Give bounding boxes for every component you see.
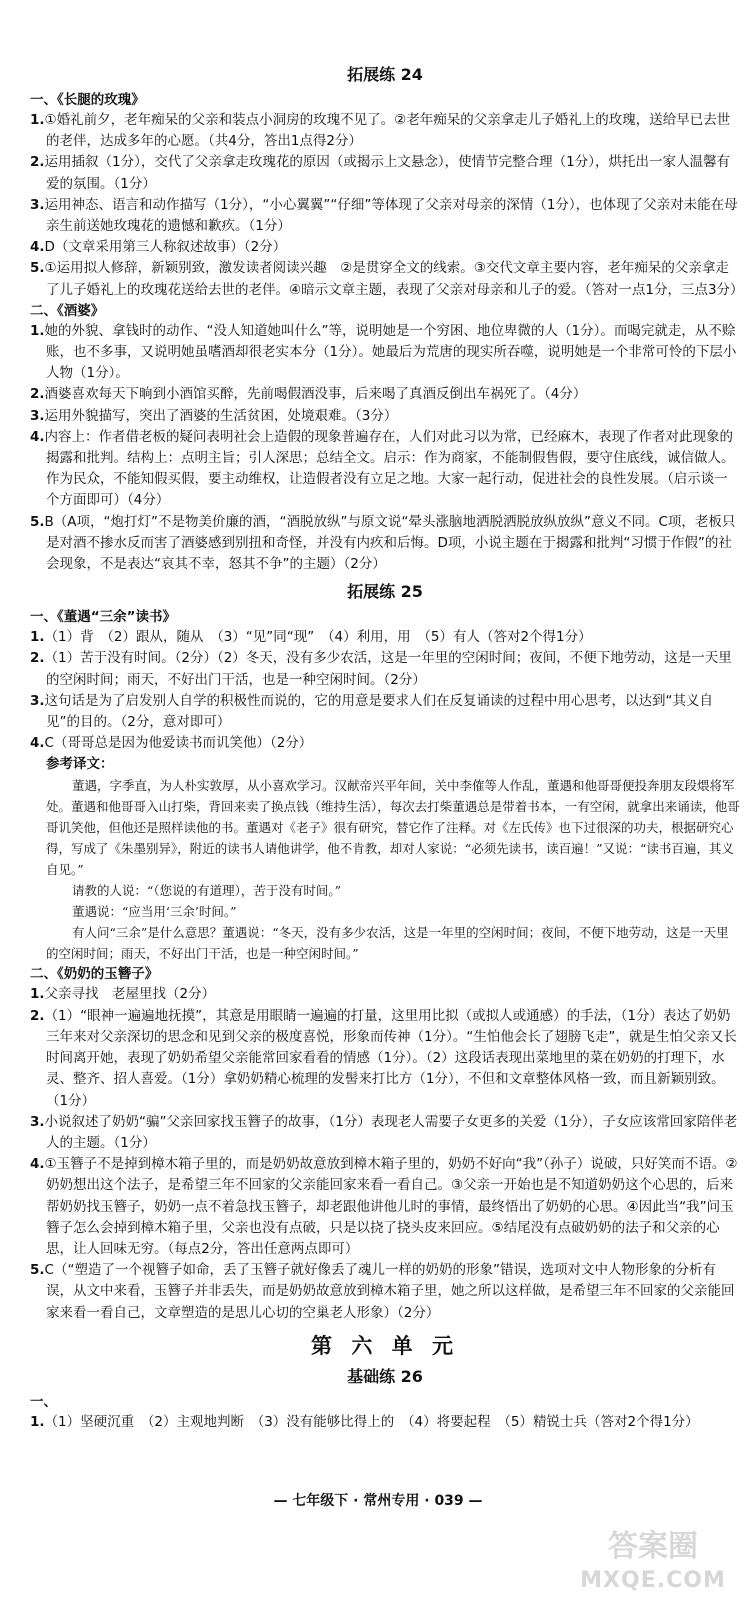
answer-item: 3.运用神态、语言和动作描写（1分），“小心翼翼”“仔细”等体现了父亲对母亲的深情（1分），也体现了父亲对未能在母亲生前送她玫瑰花的遗憾和歉疚。（1分） bbox=[30, 196, 738, 235]
ex24-section-1-heading: 一、《长腿的玫瑰》 bbox=[30, 92, 145, 108]
ex24-section-1-list bbox=[30, 110, 744, 301]
translation-paragraph: 请教的人说：“（您说的有道理），苦于没有时间。” bbox=[72, 883, 342, 899]
ex24-section-2-heading: 二、《酒婆》 bbox=[30, 302, 105, 319]
page-footer: — 七年级下 · 常州专用 · 039 — bbox=[273, 1493, 483, 1509]
answer-item: 2.（1）苦于没有时间。（2分）（2）冬天，没有多少农活，这是一年里的空闲时间；夜间，不便下地劳动，这是一天里的空闲时间；雨天，不好出门干活，也是一种空闲时间。（2分） bbox=[30, 650, 732, 688]
watermark-logo bbox=[558, 1530, 748, 1600]
answer-item: 2.运用插叙（1分），交代了父亲拿走玫瑰花的原因（或揭示上文悬念），使情节完整合理（1分），烘托出一家人温馨有爱的氛围。（1分） bbox=[30, 154, 730, 192]
ex25-section-2-heading: 二、《奶奶的玉簪子》 bbox=[30, 966, 159, 983]
answer-item: 3.小说叙述了奶奶“骗”父亲回家找玉簪子的故事，（1分）表现老人需要子女更多的关爱（1分），子女应该常回家陪伴老人的主题。（1分） bbox=[30, 1113, 738, 1151]
answer-item: 3.这句话是为了启发别人自学的积极性而说的，它的用意是要求人们在反复诵读的过程中用心思考，以达到“其义自见”的目的。（2分，意对即可） bbox=[30, 692, 714, 731]
answer-item: 1.父亲寻找 老屋里找（2分） bbox=[30, 986, 216, 1003]
translation-paragraph: 董遇说：“应当用‘三余’时间。” bbox=[72, 904, 237, 920]
exercise-26-title: 基础练 26 bbox=[347, 1366, 423, 1386]
answer-item: 4.C（哥哥总是因为他爱读书而讥笑他）（2分） bbox=[30, 735, 313, 752]
ex25-section-1-heading: 一、《董遇“三余”读书》 bbox=[30, 609, 176, 626]
answer-item: 5.B（A项，“炮打灯”不是物美价廉的酒，“酒脱放纵”与原文说“晕头涨脑地洒脱洒脱放纵放纵”意义不同。C项，老板只是对酒不掺水反而害了酒婆感到别扭和奇怪，并没有内疚和后悔。D项，小说主题在于揭露和批判“习惯于作假”的社会现象，不是表达“哀其不幸，怒其不争”的主题）（2分） bbox=[30, 513, 736, 573]
answer-item: 1.她的外貌、拿钱时的动作、“没人知道她叫什么”等，说明她是一个穷困、地位卑微的人（1分）。而喝完就走，从不赊账，也不多事，又说明她虽嗜酒却很老实本分（1分）。她最后为荒唐的现实所吞噬，说明她是一个非常可怜的下层小人物（1分）。 bbox=[30, 322, 737, 382]
ex24-section-2-list bbox=[30, 321, 740, 575]
answer-item: 4.D（文章采用第三人称叙述故事）（2分） bbox=[30, 239, 287, 256]
answer-item: 5.①运用拟人修辞，新颖别致，激发读者阅读兴趣 ②是贯穿全文的线索。③交代文章主要内容，老年痴呆的父亲拿走了儿子婚礼上的玫瑰花送给去世的老伴。④暗示文章主题，表现了父亲对母亲和儿子的爱。（答对一点1分，三点3分） bbox=[30, 260, 744, 298]
answer-page bbox=[30, 58, 744, 1433]
answer-item: 2.酒婆喜欢每天下晌到小酒馆买醉，先前喝假酒没事，后来喝了真酒反倒出车祸死了。（4分） bbox=[30, 386, 587, 403]
translation-paragraph: 有人问“三余”是什么意思？董遇说：“冬天，没有多少农活，这是一年里的空闲时间；夜间，不便下地劳动，这是一天里的空闲时间；雨天，不好出门干活，也是一种空闲时间。” bbox=[46, 925, 729, 962]
answer-item: 4.内容上：作者借老板的疑问表明社会上造假的现象普遍存在，人们对此习以为常，已经麻木，表现了作者对此现象的揭露和批判。结构上：点明主旨；引人深思；总结全文。启示：作为商家，不能制假售假，要守住底线，诚信做人。作为民众，不能知假买假，要主动维权，让造假者没有立足之地。大家一起行动，促进社会的良性发展。（启示谈一个方面即可）（4分） bbox=[30, 428, 735, 509]
exercise-24-title: 拓展练 24 bbox=[347, 65, 423, 84]
answer-item: 3.运用外貌描写，突出了酒婆的生活贫困，处境艰难。（3分） bbox=[30, 407, 398, 424]
reference-translation-heading: 参考译文： bbox=[46, 756, 114, 773]
answer-item: 1.①婚礼前夕，老年痴呆的父亲和装点小洞房的玫瑰不见了。②老年痴呆的父亲拿走儿子婚礼上的玫瑰，送给早已去世的老伴，达成多年的心愿。（共4分，答出1点得2分） bbox=[30, 112, 731, 150]
answer-item: 2.（1）“眼神一遍遍地抚摸”，其意是用眼睛一遍遍的打量，这里用比拟（或拟人或通感）的手法，（1分）表达了奶奶三年来对父亲深切的思念和见到父亲的极度喜悦，形象而传神（1分）。“生怕他会长了翅膀飞走”，就是生怕父亲又长时间离开她，表现了奶奶希望父亲能常回家看看的情感（1分）。（2）这段话表现出菜地里的菜在奶奶的打理下，水灵、整齐、招人喜爱。（1分）拿奶奶精心梳理的发髻来打比方（1分），不但和文章整体风格一致，而且新颖别致。（1分） bbox=[30, 1007, 737, 1109]
exercise-25-title: 拓展练 25 bbox=[347, 582, 423, 602]
ex25-section-1-list bbox=[30, 627, 740, 754]
answer-item: 4.①玉簪子不是掉到樟木箱子里的，而是奶奶故意放到樟木箱子里的，奶奶不好向“我”（孙子）说破，只好笑而不语。②奶奶想出这个法子，是希望三年不回家的父亲能回家来看一看自己。③父亲一开始也是不知道奶奶这个心思的，后来帮奶奶找玉簪子，奶奶一点不着急找玉簪子，却老跟他讲他儿时的事情，最终悟出了奶奶的心思。④因此当“我”问玉簪子怎么会掉到樟木箱子里，父亲也没有点破，只是以挠了挠头皮来回应。⑤结尾没有点破奶奶的法子和父亲的心思，让人回味无穷。（每点2分，答出任意两点即可） bbox=[30, 1156, 738, 1257]
ex26-section-1-heading: 一、 bbox=[30, 1393, 57, 1410]
watermark-url: MXQE.COM bbox=[580, 1568, 726, 1593]
watermark-text: 答案圈 bbox=[608, 1529, 698, 1564]
answer-item: 1.（1）坚硬沉重 （2）主观地判断 （3）没有能够比得上的 （4）将要起程 （5）精锐士兵（答对2个得1分） bbox=[30, 1413, 699, 1430]
translation-paragraph: 董遇，字季直，为人朴实敦厚，从小喜欢学习。汉献帝兴平年间，关中李傕等人作乱，董遇和他哥哥便投奔朋友段煨将军处。董遇和他哥哥入山打柴，背回来卖了换点钱（维持生活），每次去打柴董遇总是带着书本，一有空闲，就拿出来诵读，他哥哥讥笑他，但他还是照样读他的书。董遇对《老子》很有研究，替它作了注释。对《左氏传》也下过很深的功夫，根据研究心得，写成了《朱墨别异》，附近的读书人请他讲学，他不肯教，却对人家说：“必须先读书，读百遍！”又说：“读书百遍，其义自见。” bbox=[46, 778, 740, 878]
ex25-section-2-list bbox=[30, 984, 740, 1323]
unit-6-title: 第 六 单 元 bbox=[311, 1333, 459, 1358]
answer-item: 5.C（“塑造了一个视簪子如命，丢了玉簪子就好像丢了魂儿一样的奶奶的形象”错误，选项对文中人物形象的分析有误，从文中来看，玉簪子并非丢失，而是奶奶故意放到樟木箱子里，她之所以这样做，是希望三年不回家的父亲能回家来看一看自己，文章塑造的是思儿心切的空巢老人形象）（2分） bbox=[30, 1262, 735, 1321]
answer-item: 1.（1）背 （2）跟从，随从 （3）“见”同“现” （4）利用，用 （5）有人（答对2个得1分） bbox=[30, 629, 592, 646]
